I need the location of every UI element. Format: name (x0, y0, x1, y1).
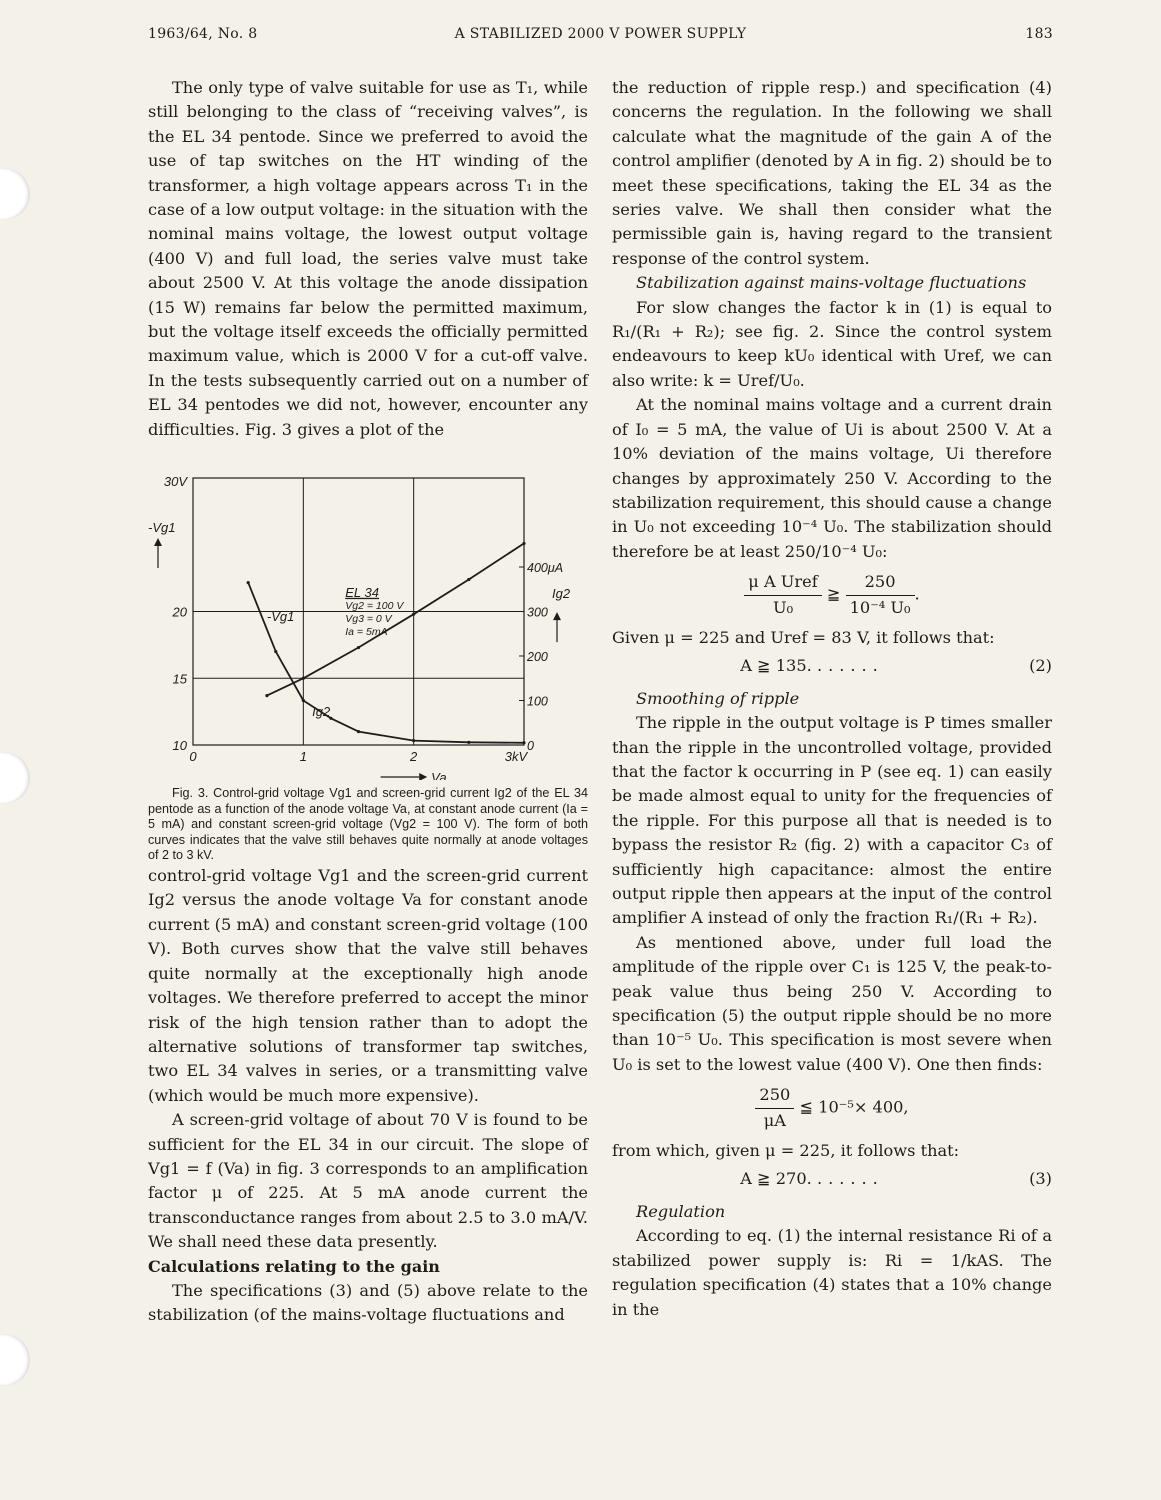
formula-denominator: μA (763, 1110, 786, 1130)
right-axis-arrow-head (553, 612, 561, 620)
data-point (274, 650, 277, 653)
formula-numerator: 250 (846, 570, 915, 595)
data-point (467, 578, 470, 581)
paragraph: The ripple in the output voltage is P times smaller than the ripple in the uncontrolled voltage, provided that the factor k occurring in P (see eq. 1) can easily be made almost equal to unity for the frequencies of the ripple. For this purpose all that is needed is to bypass the resistor R₂ (fig. 2) with a capacitor C₃ of sufficiently high capacitance: almost the entire output ripple then appears at the input of the control amplifier A instead of only the fraction R₁/(R₁ + R₂). (612, 713, 1052, 928)
equation-number: (3) (1029, 1169, 1052, 1189)
formula-numerator: μ A Uref (744, 570, 821, 595)
paragraph: the reduction of ripple resp.) and specification (4) concerns the regulation. In the following we shall calculate what the magnitude of the gain A of the control amplifier (denoted by A in fig. 2) should be to meet these specifications, taking the EL 34 as the series valve. We shall then consider what the permissible gain is, having regard to the transient response of the control system. (612, 78, 1052, 268)
formula-numerator: 250 (755, 1083, 794, 1108)
data-point (522, 741, 525, 744)
binder-hole-middle (0, 752, 30, 804)
left-tick-label: 10 (172, 738, 187, 754)
paragraph: The only type of valve suitable for use as T₁, while still belonging to the class of “receiving valves”, is the EL 34 pentode. Since we preferred to avoid the use of tap switches on the HT winding of the transformer, a high voltage appears across T₁ in the case of a low output voltage: in the situation with the nominal mains voltage, the lowest output voltage (400 V) and full load, the series valve must take about 2500 V. At this voltage the anode dissipation (15 W) remains far below the permitted maximum, but the voltage itself exceeds the officially permitted maximum value, which is 2000 V for a cut-off valve. In the tests subsequently carried out on a number of EL 34 pentodes we did not, however, encounter any difficulties. Fig. 3 gives a plot of the (148, 78, 588, 439)
figure-3-chart (148, 460, 588, 780)
binder-hole-top (0, 168, 30, 220)
left-axis-arrow-head (154, 538, 162, 546)
left-column (148, 76, 588, 1328)
paragraph: At the nominal mains voltage and a current drain of I₀ = 5 mA, the value of Ui is about 2500 V. At a 10% deviation of the mains voltage, Ui therefore changes by approximately 250 V. According to the stabilization requirement, this should cause a change in U₀ not exceeding 10⁻⁴ U₀. The stabilization should therefore be at least 250/10⁻⁴ U₀: (612, 395, 1052, 561)
data-point (412, 739, 415, 742)
paragraph: According to eq. (1) the internal resistance Ri of a stabilized power supply is: Ri = 1/kAS. The regulation specification (4) states that a 10% change in the (612, 1226, 1052, 1319)
left-tick-label: 20 (172, 604, 187, 620)
right-tick-label: 400μA (527, 561, 564, 576)
x-tick-label: 2 (410, 749, 418, 765)
x-axis-arrow-head (419, 773, 427, 780)
paragraph: A screen-grid voltage of about 70 V is found to be sufficient for the EL 34 in our circuit. The slope of Vg1 = f (Va) in fig. 3 corresponds to an amplification factor μ of 225. At 5 mA anode current the transconductance ranges from about 2.5 to 3.0 mA/V. We shall need these data presently. (148, 1110, 588, 1252)
series-line-vg1 (267, 543, 524, 695)
legend-line: Ia = 5mA (345, 625, 388, 638)
right-column (612, 76, 1052, 1322)
figure-caption: Fig. 3. Control-grid voltage Vg1 and screen-grid current Ig2 of the EL 34 pentode as a function of the anode voltage Va, at constant anode current (Ia = 5 mA) and constant screen-grid voltage (Vg2 = 100 V). The form of both curves indicates that the valve still behaves quite normally at anode voltages of 2 to 3 kV. (148, 786, 588, 863)
equation-expression: A ≧ 135. (740, 656, 812, 676)
left-axis-label: -Vg1 (148, 520, 176, 536)
running-header (148, 26, 1053, 46)
paragraph: control-grid voltage Vg1 and the screen-grid current Ig2 versus the anode voltage Va for constant anode current (5 mA) and constant screen-grid voltage (100 V). Both curves show that the valve still behaves quite normally at the exceptionally high anode voltages. We therefore preferred to accept the minor risk of the high tension rather than to adopt the alternative solutions of transformer tap switches, two EL 34 valves in series, or a transmitting valve (which would be much more expensive). (148, 866, 588, 1105)
paragraph: For slow changes the factor k in (1) is equal to R₁/(R₁ + R₂); see fig. 2. Since the control system endeavours to keep kU₀ identical with Uref, we can also write: k = Uref/U₀. (612, 297, 1052, 390)
equation-leader: ...... (816, 656, 884, 676)
formula-operator: ≧ (826, 584, 841, 604)
data-point (302, 677, 305, 680)
x-axis-label: Va (431, 770, 447, 781)
curve-label-vg1: -Vg1 (266, 608, 295, 624)
x-tick-label: 1 (299, 749, 307, 765)
curve-label-ig2: Ig2 (312, 704, 331, 720)
section-heading: Calculations relating to the gain (148, 1256, 440, 1276)
header-issue: 1963/64, No. 8 (148, 26, 258, 42)
right-tick-label: 0 (527, 739, 534, 754)
x-tick-label: 0 (189, 749, 197, 765)
equation-expression: A ≧ 270. (740, 1169, 812, 1189)
data-point (522, 542, 525, 545)
right-axis-label: Ig2 (552, 586, 571, 602)
paragraph: As mentioned above, under full load the amplitude of the ripple over C₁ is 125 V, the peak-to-peak value thus being 250 V. According to specification (5) the output ripple should be no more than 10⁻⁵ U₀. This specification is most severe when U₀ is set to the lowest value (400 V). One then finds: (612, 932, 1052, 1074)
subsection-heading: Smoothing of ripple (636, 688, 800, 708)
legend-line: Vg3 = 0 V (345, 612, 392, 625)
formula-denominator: U₀ (772, 597, 794, 617)
page-number: 183 (1025, 26, 1053, 42)
x-tick-label: 3kV (504, 749, 528, 765)
data-point (412, 613, 415, 616)
data-point (467, 741, 470, 744)
legend-line: Vg2 = 100 V (345, 599, 404, 612)
formula-ripple (612, 1083, 1052, 1133)
header-title: A STABILIZED 2000 V POWER SUPPLY (454, 26, 747, 42)
data-point (357, 730, 360, 733)
equation-number: (2) (1029, 656, 1052, 676)
subsection-heading: Regulation (636, 1201, 726, 1221)
equation-2 (612, 654, 1052, 678)
data-point (247, 581, 250, 584)
subsection-heading: Stabilization against mains-voltage fluctuations (636, 273, 1027, 293)
data-point (302, 699, 305, 702)
equation-leader: ...... (816, 1169, 884, 1189)
left-tick-label: 15 (172, 671, 187, 687)
equation-3 (612, 1167, 1052, 1191)
right-tick-label: 200 (527, 650, 548, 665)
legend-title: EL 34 (345, 584, 380, 600)
paragraph: Given μ = 225 and Uref = 83 V, it follows that: (612, 627, 995, 647)
data-point (265, 694, 268, 697)
formula-denominator: 10⁻⁴ U₀ (849, 597, 911, 617)
left-tick-label: 30V (163, 474, 187, 490)
paragraph: from which, given μ = 225, it follows that: (612, 1141, 960, 1161)
data-point (357, 646, 360, 649)
binder-hole-bottom (0, 1334, 30, 1386)
paragraph: The specifications (3) and (5) above relate to the stabilization (of the mains-voltage fluctuations and (148, 1280, 588, 1325)
right-tick-label: 100 (527, 694, 548, 709)
formula-stabilization: $\frac{\text{μ A Uref}}{\text{U₀}}$ ≧ $\frac{250}{\text{10⁻⁴ U₀}}$ . (612, 570, 1052, 620)
formula-rest: ≦ 10⁻⁵× 400, (799, 1097, 909, 1117)
right-tick-label: 300 (527, 605, 548, 620)
chart-svg (148, 460, 588, 780)
